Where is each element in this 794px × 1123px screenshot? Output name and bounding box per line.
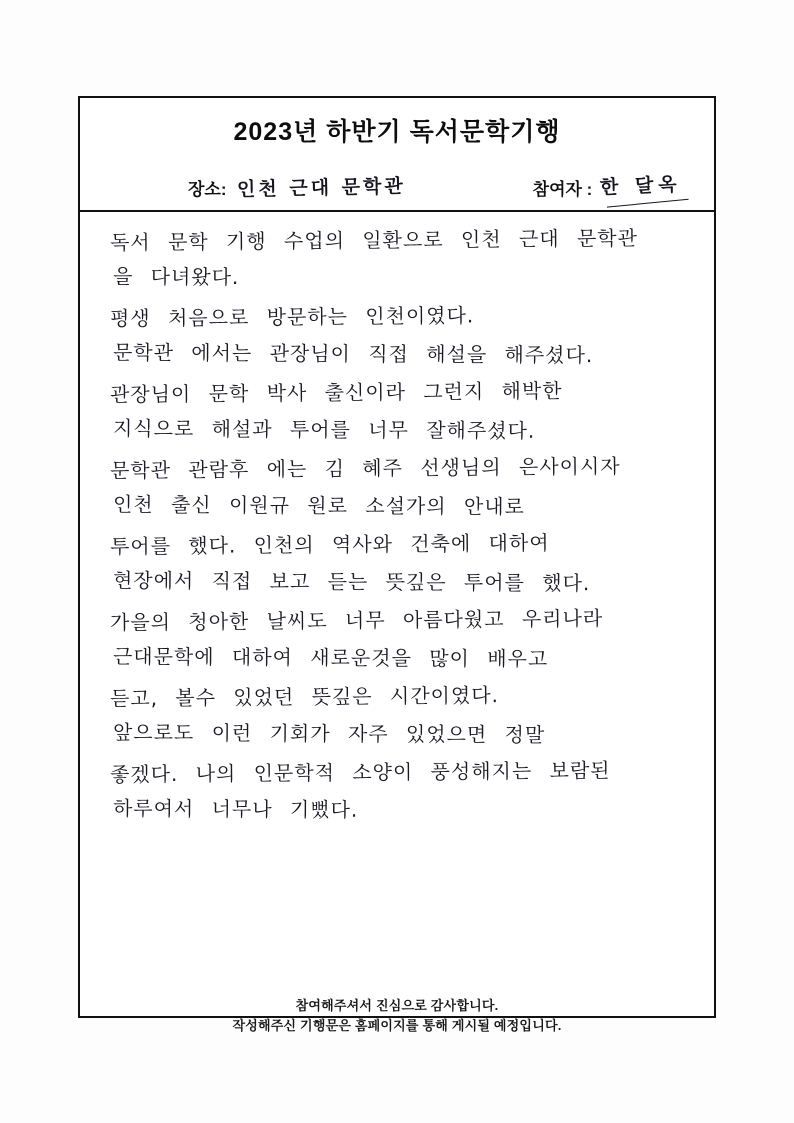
report-form xyxy=(78,96,716,1018)
body-line: 가을의 청아한 날씨도 너무 아름다웠고 우리나라 xyxy=(109,606,604,635)
body-line: 앞으로도 이런 기회가 자주 있었으면 정말 xyxy=(112,720,546,747)
page-title: 2023년 하반기 독서문학기행 xyxy=(233,118,561,146)
footer-publish-line: 작성해주신 기행문은 홈페이지를 통해 게시될 예정입니다. xyxy=(232,1018,562,1034)
body-line: 평생 처음으로 방문하는 인천이였다. xyxy=(109,303,475,331)
body-line: 인천 출신 이원규 원로 소설가의 안내로 xyxy=(112,492,525,519)
body-line: 현장에서 직접 보고 듣는 뜻깊은 투어를 했다. xyxy=(112,568,591,596)
participant-field xyxy=(514,173,688,200)
participant-value: 한 달옥 xyxy=(600,169,683,200)
body-line: 좋겠다. 나의 인문학적 소양이 풍성해지는 보람된 xyxy=(109,758,611,787)
body-line: 독서 문학 기행 수업의 일환으로 인천 근대 문학관 xyxy=(109,225,638,255)
footer-notes xyxy=(0,996,794,1036)
body-line: 문학관 에서는 관장님이 직접 해설을 해주셨다. xyxy=(112,340,594,368)
place-value: 인천 근대 문학관 xyxy=(236,175,406,201)
handwritten-body xyxy=(80,212,714,1016)
body-line: 관장님이 문학 박사 출신이라 그런지 해박한 xyxy=(109,378,563,407)
body-line: 지식으로 해설과 투어를 너무 잘해주셨다. xyxy=(112,416,536,443)
body-line: 투어를 했다. 인천의 역사와 건축에 대하여 xyxy=(109,530,550,559)
place-label: 장소: xyxy=(188,180,227,199)
footer-thanks-line: 참여해주셔서 진심으로 감사합니다. xyxy=(295,998,499,1013)
participant-label: 참여자 : xyxy=(532,180,593,199)
meta-row xyxy=(80,154,714,212)
place-field xyxy=(106,173,514,200)
body-line: 듣고, 볼수 있었던 뜻깊은 시간이였다. xyxy=(109,683,500,711)
body-line: 을 다녀왔다. xyxy=(112,264,240,290)
body-line: 근대문학에 대하여 새로운것을 많이 배우고 xyxy=(112,644,549,671)
title-row xyxy=(80,98,714,154)
body-line: 문학관 관람후 에는 김 혜주 선생님의 은사이시자 xyxy=(109,454,621,483)
body-line: 하루여서 너무나 기뻤다. xyxy=(112,796,359,822)
